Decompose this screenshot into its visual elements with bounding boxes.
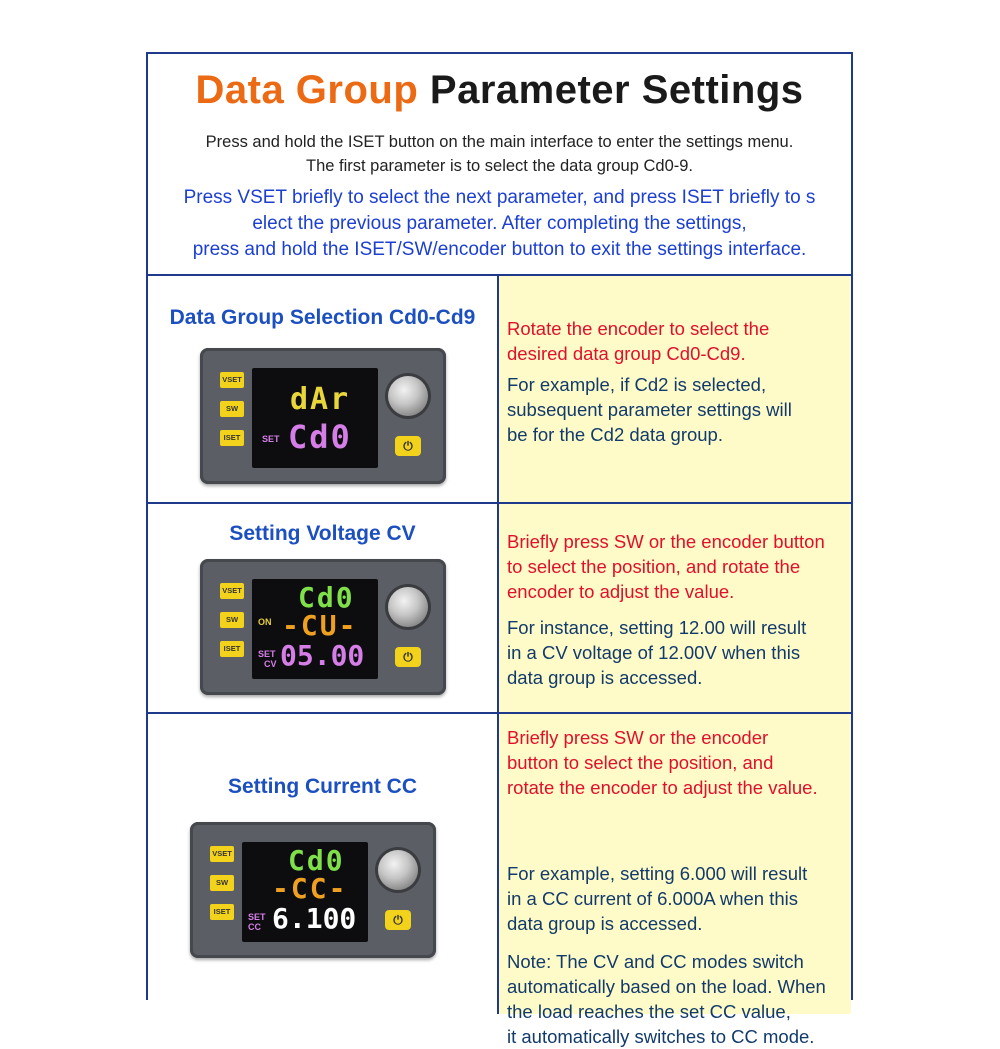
vset-button[interactable]: VSET bbox=[210, 846, 234, 862]
red-line-3: encoder to adjust the value. bbox=[507, 581, 735, 602]
encoder-knob-icon[interactable] bbox=[378, 850, 418, 890]
lcd-line-1: dAr bbox=[290, 382, 351, 417]
red-line-2: button to select the position, and bbox=[507, 752, 774, 773]
sw-button[interactable]: SW bbox=[220, 401, 244, 417]
navy-line-1: For example, setting 6.000 will result bbox=[507, 863, 808, 884]
red-line-1: Briefly press SW or the encoder bbox=[507, 727, 769, 748]
cv-label: CV bbox=[264, 659, 277, 669]
lcd-line-2: -CU- bbox=[282, 609, 358, 642]
instructions-text bbox=[158, 185, 841, 263]
note-line-2: automatically based on the load. When bbox=[507, 976, 826, 997]
section-image-cell bbox=[148, 504, 499, 712]
lcd-line-3: 05.00 bbox=[280, 639, 365, 672]
header bbox=[148, 54, 851, 276]
button-column bbox=[220, 372, 246, 459]
lcd-line-2: Cd0 bbox=[288, 418, 352, 456]
navy-line-3: data group is accessed. bbox=[507, 913, 703, 934]
section-image-cell bbox=[148, 276, 499, 502]
red-instructions bbox=[507, 529, 849, 604]
page-title bbox=[148, 68, 851, 113]
encoder-knob-icon[interactable] bbox=[388, 376, 428, 416]
note-line-4: it automatically switches to CC mode. bbox=[507, 1026, 815, 1047]
section-setting-voltage bbox=[148, 504, 851, 714]
navy-line-3: data group is accessed. bbox=[507, 667, 703, 688]
note-line-3: the load reaches the set CC value, bbox=[507, 1001, 791, 1022]
red-line-3: rotate the encoder to adjust the value. bbox=[507, 777, 818, 798]
power-icon[interactable]: ⏻ bbox=[395, 647, 421, 667]
button-column bbox=[220, 583, 246, 670]
vset-button[interactable]: VSET bbox=[220, 372, 244, 388]
encoder-knob-icon[interactable] bbox=[388, 587, 428, 627]
lcd-line-2: -CC- bbox=[272, 872, 348, 905]
instructions-line-3: press and hold the ISET/SW/encoder button to exit the settings interface. bbox=[192, 239, 807, 260]
set-label: SET bbox=[258, 649, 276, 659]
navy-line-2: in a CC current of 6.000A when this bbox=[507, 888, 799, 909]
lcd-line-3: 6.100 bbox=[272, 902, 357, 935]
example-text bbox=[507, 372, 849, 447]
power-module-device bbox=[190, 822, 436, 958]
section-setting-current bbox=[148, 714, 851, 1047]
note-line-1: Note: The CV and CC modes switch bbox=[507, 951, 804, 972]
section-title: Data Group Selection Cd0-Cd9 bbox=[169, 306, 476, 329]
iset-button[interactable]: ISET bbox=[210, 904, 234, 920]
section-image-cell bbox=[148, 714, 499, 1014]
power-icon[interactable]: ⏻ bbox=[385, 910, 411, 930]
navy-line-2: subsequent parameter settings will bbox=[507, 399, 792, 420]
navy-line-2: in a CV voltage of 12.00V when this bbox=[507, 642, 801, 663]
navy-line-1: For example, if Cd2 is selected, bbox=[507, 374, 767, 395]
section-text-cell bbox=[499, 504, 851, 712]
section-text-cell bbox=[499, 714, 851, 1047]
set-label: SET bbox=[262, 434, 280, 444]
title-orange: Data Group bbox=[195, 68, 419, 112]
intro-line-1: Press and hold the ISET button on the main interface to enter the settings menu. bbox=[205, 133, 794, 151]
intro-line-2: The first parameter is to select the data group Cd0-9. bbox=[305, 157, 694, 175]
set-label: SET bbox=[248, 912, 266, 922]
sw-button[interactable]: SW bbox=[210, 875, 234, 891]
example-text bbox=[507, 861, 849, 936]
red-instructions bbox=[507, 316, 849, 366]
lcd-line-1: Cd0 bbox=[288, 844, 345, 877]
title-dark: Parameter Settings bbox=[429, 68, 804, 112]
instructions-line-2: elect the previous parameter. After completing the settings, bbox=[252, 213, 747, 234]
red-instructions bbox=[507, 725, 849, 800]
red-line-2: to select the position, and rotate the bbox=[507, 556, 801, 577]
red-line-2: desired data group Cd0-Cd9. bbox=[507, 343, 746, 364]
red-line-1: Rotate the encoder to select the bbox=[507, 318, 770, 339]
navy-line-1: For instance, setting 12.00 will result bbox=[507, 617, 807, 638]
iset-button[interactable]: ISET bbox=[220, 430, 244, 446]
on-label: ON bbox=[258, 617, 272, 627]
instructions-line-1: Press VSET briefly to select the next parameter, and press ISET briefly to s bbox=[183, 187, 816, 208]
lcd-screen bbox=[252, 579, 378, 679]
red-line-1: Briefly press SW or the encoder button bbox=[507, 531, 825, 552]
section-title: Setting Current CC bbox=[228, 775, 417, 798]
sw-button[interactable]: SW bbox=[220, 612, 244, 628]
navy-line-3: be for the Cd2 data group. bbox=[507, 424, 723, 445]
intro-text bbox=[158, 130, 841, 178]
lcd-screen bbox=[252, 368, 378, 468]
button-column bbox=[210, 846, 236, 933]
vset-button[interactable]: VSET bbox=[220, 583, 244, 599]
power-icon[interactable]: ⏻ bbox=[395, 436, 421, 456]
lcd-line-1: Cd0 bbox=[298, 581, 355, 614]
note-text bbox=[507, 949, 849, 1049]
power-module-device bbox=[200, 348, 446, 484]
settings-panel bbox=[146, 52, 853, 1047]
section-data-group-selection bbox=[148, 276, 851, 504]
section-title: Setting Voltage CV bbox=[229, 522, 416, 545]
section-text-cell bbox=[499, 276, 851, 502]
cc-label: CC bbox=[248, 922, 261, 932]
power-module-device bbox=[200, 559, 446, 695]
lcd-screen bbox=[242, 842, 368, 942]
iset-button[interactable]: ISET bbox=[220, 641, 244, 657]
example-text bbox=[507, 615, 849, 690]
